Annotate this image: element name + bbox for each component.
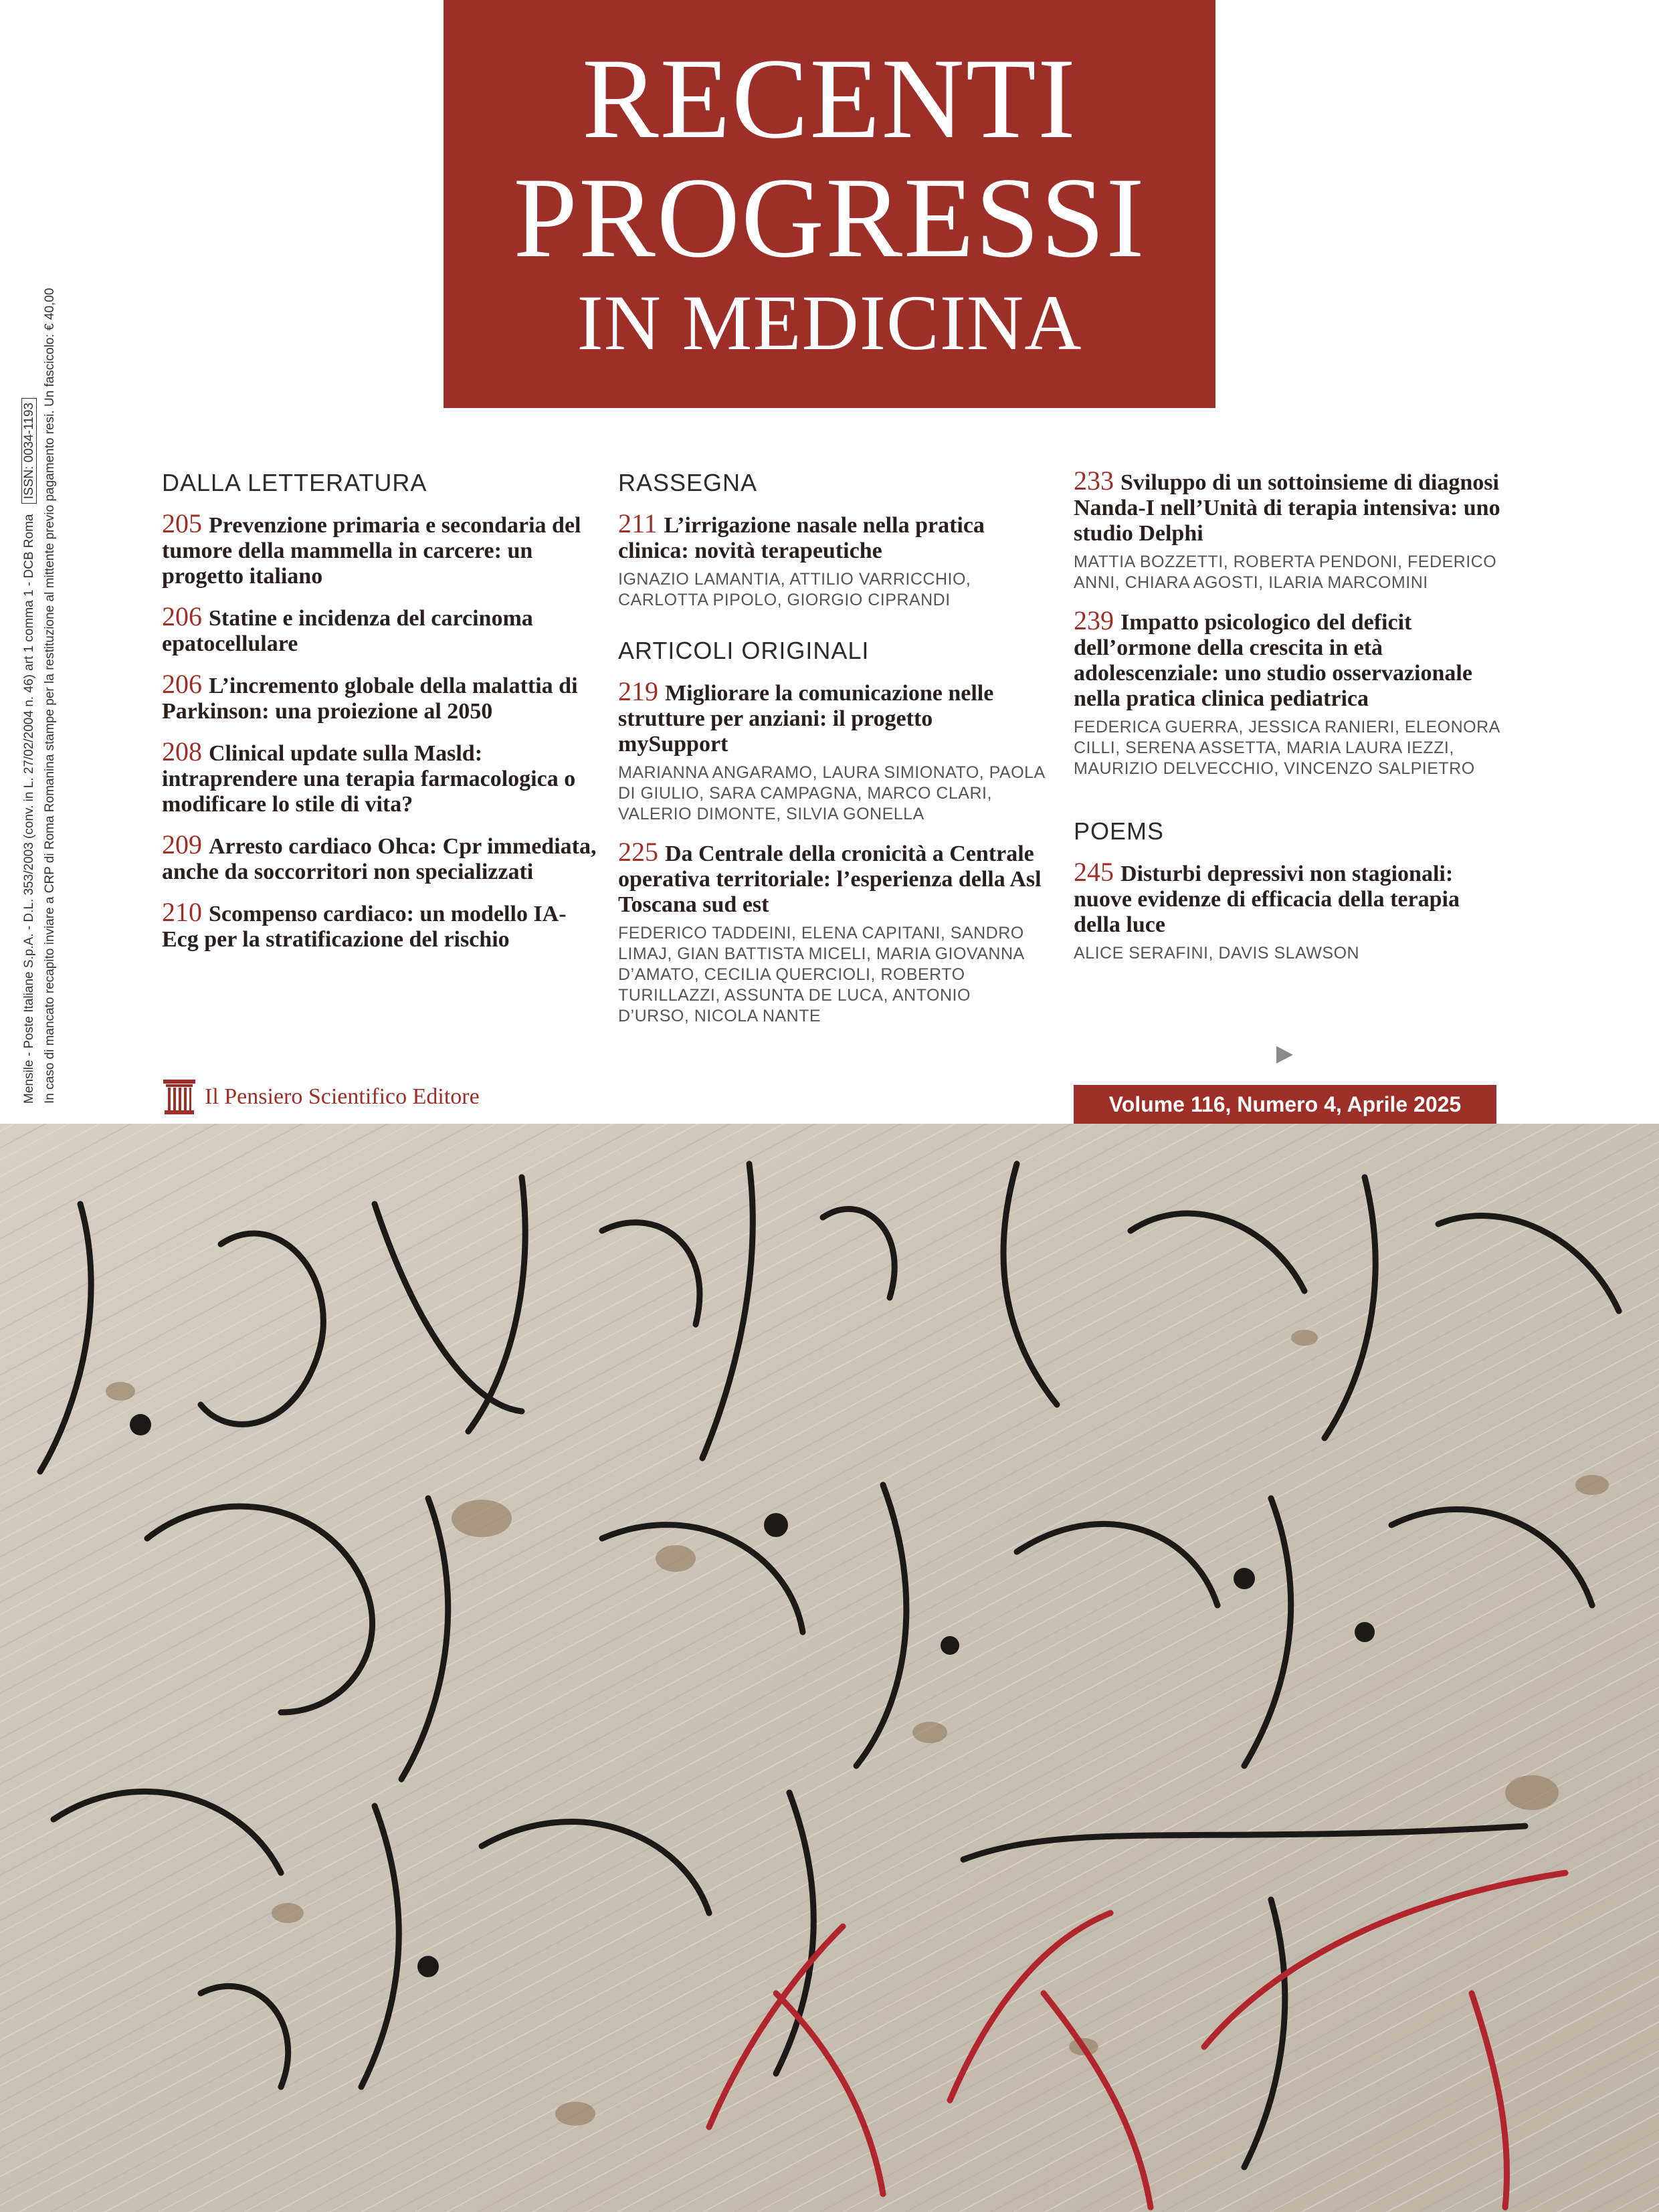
article-authors: MATTIA BOZZETTI, ROBERTA PENDONI, FEDERICO ANNI, CHIARA AGOSTI, ILARIA MARCOMINI <box>1074 552 1497 592</box>
article-item[interactable] <box>618 839 1046 1027</box>
article-title <box>162 669 597 724</box>
article-item[interactable] <box>618 676 1046 825</box>
article-title <box>618 839 1046 918</box>
article-authors: FEDERICA GUERRA, JESSICA RANIERI, ELEONORA CILLI, SERENA ASSETTA, MARIA LAURA IEZZI, MAURIZIO DELVECCHIO, VINCENZO SALPIETRO <box>1074 718 1500 778</box>
postal-info-line-2: In caso di mancato recapito inviare a CRP di Roma Romanina stampe per la restituzione al mittente previo pagamento resi. Un fascicolo: € 40,00 <box>43 288 57 1104</box>
page-number: 239 <box>1074 605 1114 635</box>
issn-badge: ISSN: 0034-1193 <box>21 398 37 504</box>
page-number: 206 <box>162 669 202 699</box>
volume-info-bar: Volume 116, Numero 4, Aprile 2025 <box>1074 1085 1496 1124</box>
column-rassegna-articoli <box>618 468 1046 1041</box>
cover-calligraphy-image <box>0 1124 1659 2212</box>
column-dalla-letteratura <box>162 468 597 967</box>
article-title-text: Prevenzione primaria e secondaria del tumore della mammella in carcere: un progetto italiano <box>162 513 581 589</box>
article-authors: IGNAZIO LAMANTIA, ATTILIO VARRICCHIO, CARLOTTA PIPOLO, GIORGIO CIPRANDI <box>618 570 971 609</box>
page-number: 208 <box>162 736 202 767</box>
page-number: 206 <box>162 601 202 631</box>
page-number: 245 <box>1074 857 1114 887</box>
page-number: 233 <box>1074 466 1114 496</box>
article-authors: MARIANNA ANGARAMO, LAURA SIMIONATO, PAOLA DI GIULIO, SARA CAMPAGNA, MARCO CLARI, VALERIO DIMONTE, SILVIA GONELLA <box>618 763 1045 823</box>
article-title-text: L’incremento globale della malattia di Parkinson: una proiezione al 2050 <box>162 674 578 724</box>
article-title <box>162 508 597 589</box>
section-heading-dalla-letteratura: DALLA LETTERATURA <box>162 469 427 496</box>
page-number: 205 <box>162 508 202 538</box>
article-authors: ALICE SERAFINI, DAVIS SLAWSON <box>1074 944 1360 963</box>
play-arrow-icon[interactable] <box>1274 1045 1294 1065</box>
article-item[interactable] <box>162 736 597 817</box>
column-logo-icon <box>162 1078 197 1116</box>
article-title <box>618 508 1046 564</box>
article-title <box>618 676 1046 757</box>
article-item[interactable] <box>162 508 597 589</box>
journal-title-line-3: IN MEDICINA <box>577 279 1082 367</box>
article-title <box>162 601 597 657</box>
article-item[interactable] <box>618 508 1046 611</box>
page-number: 209 <box>162 829 202 860</box>
article-item[interactable] <box>162 601 597 657</box>
article-title <box>162 829 597 885</box>
section-heading-poems: POEMS <box>1074 817 1165 845</box>
article-title-text: Arresto cardiaco Ohca: Cpr immediata, anche da soccorritori non specializzati <box>162 834 597 884</box>
article-title <box>1074 605 1508 712</box>
article-item[interactable] <box>162 897 597 952</box>
article-title-text: L’irrigazione nasale nella pratica clinica: novità terapeutiche <box>618 513 985 563</box>
postal-info <box>19 268 60 1104</box>
article-item[interactable] <box>1074 605 1508 779</box>
page-number: 219 <box>618 676 658 706</box>
article-item[interactable] <box>1074 468 1508 593</box>
page-number: 211 <box>618 508 658 538</box>
page-number: 210 <box>162 897 202 927</box>
article-title <box>1074 468 1508 546</box>
column-articoli-poems <box>1074 468 1508 979</box>
article-title-text: Disturbi depressivi non stagionali: nuove evidenze di efficacia della terapia della luce <box>1074 862 1460 937</box>
article-item[interactable] <box>162 669 597 724</box>
publisher-name: Il Pensiero Scientifico Editore <box>205 1084 480 1109</box>
article-title-text: Clinical update sulla Masld: intraprendere una terapia farmacologica o modificare lo stile di vita? <box>162 741 576 817</box>
article-title-text: Scompenso cardiaco: un modello IA-Ecg per la stratificazione del rischio <box>162 902 567 952</box>
journal-title-line-2: PROGRESSI <box>513 155 1146 282</box>
article-authors: FEDERICO TADDEINI, ELENA CAPITANI, SANDRO LIMAJ, GIAN BATTISTA MICELI, MARIA GIOVANNA D’AMATO, CECILIA QUERCIOLI, ROBERTO TURILLAZZI, ASSUNTA DE LUCA, ANTONIO D’URSO, NICOLA NANTE <box>618 924 1024 1025</box>
page-number: 225 <box>618 837 658 867</box>
article-title-text: Migliorare la comunicazione nelle strutture per anziani: il progetto mySupport <box>618 681 994 757</box>
section-heading-rassegna: RASSEGNA <box>618 469 758 496</box>
article-title-text: Statine e incidenza del carcinoma epatocellulare <box>162 606 533 656</box>
postal-info-line-1 <box>19 268 39 1104</box>
journal-title-line-1: RECENTI <box>581 35 1078 163</box>
section-heading-articoli-originali: ARTICOLI ORIGINALI <box>618 637 870 664</box>
postal-info-text-1: Mensile - Poste Italiane S.p.A. - D.L. 353/2003 (conv. in L. 27/02/2004 n. 46) art 1 comma 1 - DCB Roma <box>22 514 36 1104</box>
article-title <box>1074 857 1508 938</box>
publisher <box>162 1077 480 1117</box>
article-item[interactable] <box>162 829 597 885</box>
article-title-text: Da Centrale della cronicità a Centrale operativa territoriale: l’esperienza della Asl Toscana sud est <box>618 841 1042 917</box>
article-title-text: Sviluppo di un sottoinsieme di diagnosi Nanda-I nell’Unità di terapia intensiva: uno studio Delphi <box>1074 470 1500 546</box>
article-item[interactable] <box>1074 857 1508 964</box>
article-title <box>162 897 597 952</box>
article-title <box>162 736 597 817</box>
masthead <box>444 0 1215 408</box>
article-title-text: Impatto psicologico del deficit dell’ormone della crescita in età adolescenziale: uno studio osservazionale nella pratica clinica pediatrica <box>1074 610 1472 711</box>
